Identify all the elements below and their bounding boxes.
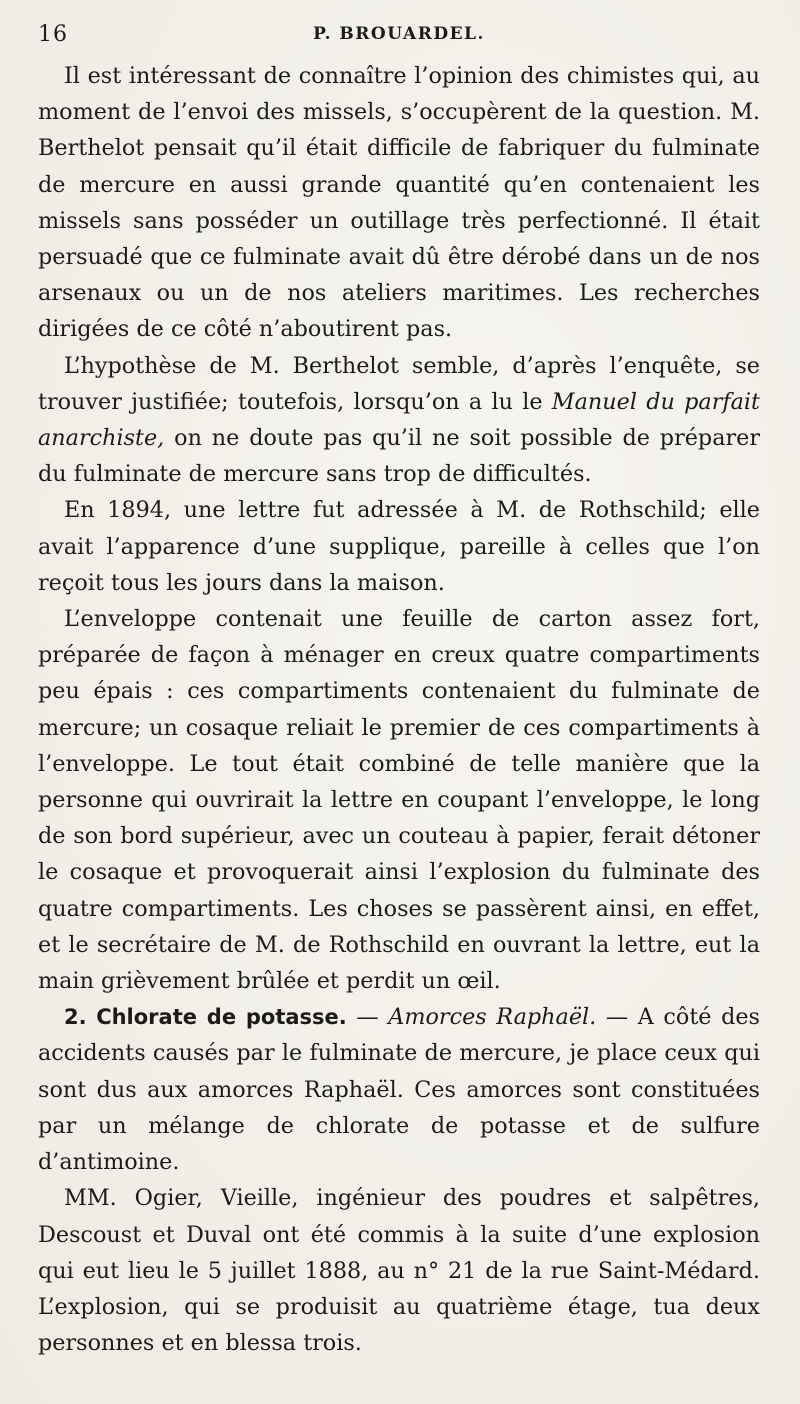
section-number: 2. — [64, 1005, 87, 1030]
section-dash: — — [346, 1004, 389, 1031]
paragraph-text: — A côté des accidents causés par le fulminate de mercure, je place ceux qui sont dus aux amorces Raphaël. Ces amorces sont constituées par un mélange de chlorate de potasse et de sulfure d’antimoine. — [38, 1004, 760, 1176]
paragraph-explosion-report: MM. Ogier, Vieille, ingénieur des poudres et salpêtres, Descoust et Duval ont été commis à la suite d’une explosion qui eut lieu le 5 juillet 1888, au n° 21 de la rue Saint-Médard. L’explosion, qui se produisit au quatrième étage, tua deux personnes et en blessa trois. — [38, 1185, 760, 1357]
paragraph-envelope-description: L’enveloppe contenait une feuille de carton assez fort, préparée de façon à ménager en creux quatre compartiments peu épais : ces compartiments contenaient du fulminate de mercure; un cosaque reliait le premier de ces compartiments à l’enveloppe. Le tout était combiné de telle manière que la personne qui ouvrirait la lettre en coupant l’enveloppe, le long de son bord supérieur, avec un couteau à papier, ferait détoner le cosaque et provoquerait ainsi l’explosion du fulminate des quatre compartiments. Les choses se passèrent ainsi, en effet, et le secrétaire de M. de Rothschild en ouvrant la lettre, eut la main grièvement brûlée et perdit un œil. — [38, 606, 760, 995]
header-author: P. BROUARDEL. — [313, 24, 485, 44]
paragraph-section-chlorate — [38, 999, 760, 1180]
section-title: Chlorate de potasse. — [96, 1005, 347, 1030]
paragraph-berthelot-hypothesis — [38, 348, 760, 493]
body-text — [38, 58, 760, 1361]
running-head — [38, 18, 760, 58]
page-number: 16 — [38, 22, 68, 47]
section-subtitle: Amorces Raphaël. — [388, 1004, 597, 1031]
paragraph-rothschild-letter: En 1894, une lettre fut adressée à M. de Rothschild; elle avait l’apparence d’une supplique, pareille à celles que l’on reçoit tous les jours dans la maison. — [38, 497, 760, 596]
paragraph-text: on ne doute pas qu’il ne soit possible de préparer du fulminate de mercure sans trop de difficultés. — [38, 425, 760, 488]
paragraph-text: L’hypothèse de M. Berthelot semble, d’après l’enquête, se trouver justifiée; toutefois, lorsqu’on a lu le — [38, 352, 760, 415]
paragraph-chemists-opinion: Il est intéressant de connaître l’opinion des chimistes qui, au moment de l’envoi des missels, s’occupèrent de la question. M. Berthelot pensait qu’il était difficile de fabriquer du fulminate de mercure en aussi grande quantité qu’en contenaient les missels sans posséder un outillage très perfectionné. Il était persuadé que ce fulminate avait dû être dérobé dans un de nos arsenaux ou un de nos ateliers maritimes. Les recherches dirigées de ce côté n’aboutirent pas. — [38, 63, 760, 343]
book-title: Manuel du parfait anarchiste, — [38, 388, 760, 452]
